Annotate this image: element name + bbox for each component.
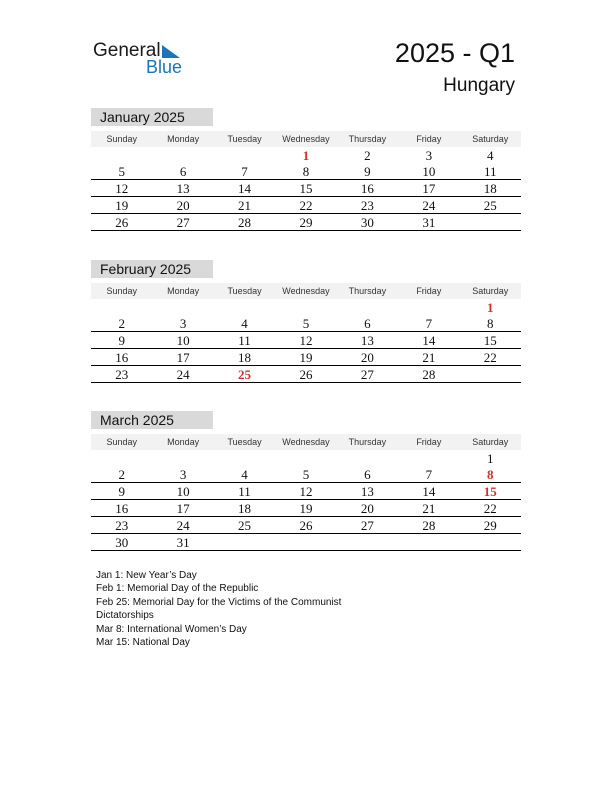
week-row — [91, 349, 521, 366]
day-cell: 11 — [238, 484, 251, 499]
day-cell — [214, 450, 275, 466]
day-cell — [460, 214, 521, 230]
weekday-label: Friday — [416, 437, 442, 447]
day-cell — [91, 299, 152, 315]
weekday-header-row — [91, 434, 521, 450]
day-cell: 31 — [422, 215, 436, 230]
month-february — [91, 260, 521, 383]
day-cell: 26 — [115, 215, 129, 230]
day-cell: 3 — [179, 316, 187, 331]
day-cell: 31 — [176, 535, 190, 550]
day-cell: 12 — [299, 333, 313, 348]
day-cell: 6 — [364, 316, 371, 331]
day-cell — [460, 534, 521, 550]
day-cell: 26 — [299, 518, 313, 533]
day-cell: 6 — [364, 467, 371, 482]
day-cell: 5 — [302, 316, 310, 331]
day-cell: 9 — [364, 164, 371, 179]
day-cell: 19 — [115, 198, 129, 213]
day-cell: 14 — [422, 484, 436, 499]
page-title: 2025 - Q1 — [394, 38, 515, 68]
month-january — [91, 108, 521, 231]
day-cell: 28 — [238, 215, 252, 230]
day-cell — [337, 299, 398, 315]
day-cell: 27 — [176, 215, 190, 230]
day-cell: 29 — [299, 215, 313, 230]
week-row — [91, 197, 521, 214]
day-cell: 1 — [486, 451, 494, 466]
day-cell: 8 — [302, 164, 310, 179]
week-row — [91, 466, 521, 483]
weekday-label: Thursday — [348, 437, 387, 447]
day-cell: 30 — [115, 535, 129, 550]
day-cell — [275, 299, 336, 315]
month-name: January 2025 — [91, 108, 213, 126]
day-cell: 9 — [118, 484, 125, 499]
day-cell: 23 — [115, 367, 129, 382]
month-name: February 2025 — [91, 260, 213, 278]
weekday-label: Tuesday — [227, 437, 262, 447]
country-name: Hungary — [443, 75, 515, 96]
day-cell — [337, 450, 398, 466]
day-cell — [91, 147, 152, 163]
day-cell: 18 — [238, 350, 252, 365]
holiday-note: Feb 25: Memorial Day for the Victims of the Communist Dictatorships — [96, 596, 342, 622]
day-cell: 14 — [238, 181, 252, 196]
day-cell: 8 — [486, 316, 494, 331]
day-cell: 24 — [176, 367, 190, 382]
day-cell: 27 — [360, 518, 374, 533]
day-cell — [91, 450, 152, 466]
day-cell: 4 — [241, 467, 248, 482]
holiday-note: Mar 8: International Women’s Day — [96, 623, 247, 635]
day-cell: 9 — [118, 333, 125, 348]
logo — [93, 40, 193, 80]
holiday-note: Mar 15: National Day — [96, 637, 190, 649]
day-cell — [214, 147, 275, 163]
day-cell: 23 — [360, 198, 374, 213]
weekday-header-row — [91, 131, 521, 147]
day-cell: 12 — [299, 484, 313, 499]
day-cell: 28 — [422, 518, 436, 533]
weekday-label: Saturday — [472, 437, 509, 447]
weekday-label: Wednesday — [282, 134, 330, 144]
week-row — [91, 366, 521, 383]
holiday-day-cell: 15 — [483, 484, 497, 499]
holiday-day-cell: 1 — [302, 148, 310, 163]
day-cell: 25 — [238, 518, 252, 533]
day-cell — [275, 450, 336, 466]
holiday-note: Feb 1: Memorial Day of the Republic — [96, 583, 259, 595]
week-row — [91, 299, 521, 315]
week-row — [91, 163, 521, 180]
day-cell: 15 — [483, 333, 497, 348]
day-cell: 11 — [238, 333, 251, 348]
day-cell: 21 — [422, 501, 436, 516]
day-cell — [398, 450, 459, 466]
day-cell: 24 — [176, 518, 190, 533]
day-cell: 10 — [176, 484, 190, 499]
weekday-header-row — [91, 283, 521, 299]
day-cell: 2 — [118, 316, 125, 331]
day-cell: 22 — [483, 350, 497, 365]
week-row — [91, 500, 521, 517]
day-cell — [152, 299, 213, 315]
day-cell: 21 — [422, 350, 436, 365]
day-cell: 25 — [483, 198, 497, 213]
holiday-notes — [96, 569, 366, 649]
day-cell — [152, 450, 213, 466]
weekday-label: Sunday — [106, 134, 137, 144]
day-cell: 20 — [176, 198, 190, 213]
day-cell: 7 — [425, 316, 433, 331]
day-cell: 27 — [360, 367, 374, 382]
day-cell — [398, 299, 459, 315]
weekday-label: Sunday — [106, 286, 137, 296]
weekday-label: Wednesday — [282, 437, 330, 447]
day-cell: 17 — [176, 350, 190, 365]
week-row — [91, 214, 521, 231]
weekday-label: Saturday — [472, 134, 509, 144]
month-march — [91, 411, 521, 551]
day-cell: 18 — [483, 181, 497, 196]
day-cell: 10 — [176, 333, 190, 348]
logo-blue-text: Blue — [146, 57, 183, 77]
day-cell: 7 — [425, 467, 433, 482]
day-cell: 13 — [176, 181, 190, 196]
week-row — [91, 483, 521, 500]
day-cell: 23 — [115, 518, 129, 533]
day-cell: 18 — [238, 501, 252, 516]
day-cell: 26 — [299, 367, 313, 382]
day-cell — [214, 299, 275, 315]
day-cell: 20 — [360, 501, 374, 516]
weekday-label: Tuesday — [227, 134, 262, 144]
day-cell: 16 — [115, 350, 129, 365]
day-cell — [152, 147, 213, 163]
day-cell: 30 — [360, 215, 374, 230]
holiday-note: Jan 1: New Year’s Day — [96, 570, 197, 581]
day-cell: 22 — [299, 198, 313, 213]
day-cell: 22 — [483, 501, 497, 516]
month-name: March 2025 — [91, 411, 213, 429]
week-row — [91, 315, 521, 332]
day-cell: 19 — [299, 350, 313, 365]
weekday-label: Monday — [167, 286, 200, 296]
week-row — [91, 450, 521, 466]
weekday-label: Tuesday — [227, 286, 262, 296]
holiday-day-cell: 1 — [486, 300, 494, 315]
weekday-label: Friday — [416, 134, 442, 144]
weekday-label: Wednesday — [282, 286, 330, 296]
day-cell: 19 — [299, 501, 313, 516]
week-row — [91, 332, 521, 349]
day-cell: 5 — [302, 467, 310, 482]
day-cell: 3 — [425, 148, 433, 163]
day-cell — [398, 534, 459, 550]
day-cell: 3 — [179, 467, 187, 482]
day-cell — [214, 534, 275, 550]
day-cell: 5 — [118, 164, 125, 179]
day-cell: 11 — [483, 164, 497, 179]
day-cell: 13 — [360, 333, 374, 348]
day-cell — [275, 534, 336, 550]
weekday-label: Monday — [167, 134, 200, 144]
day-cell: 15 — [299, 181, 313, 196]
week-row — [91, 147, 521, 163]
weekday-label: Monday — [167, 437, 200, 447]
week-row — [91, 517, 521, 534]
day-cell — [460, 366, 521, 382]
day-cell: 12 — [115, 181, 129, 196]
day-cell: 10 — [422, 164, 436, 179]
weekday-label: Sunday — [106, 437, 137, 447]
day-cell: 14 — [422, 333, 436, 348]
day-cell: 20 — [360, 350, 374, 365]
holiday-day-cell: 25 — [238, 367, 252, 382]
day-cell: 7 — [241, 164, 248, 179]
day-cell: 16 — [115, 501, 129, 516]
day-cell: 13 — [360, 484, 374, 499]
day-cell: 28 — [422, 367, 436, 382]
weekday-label: Thursday — [348, 134, 387, 144]
weekday-label: Thursday — [348, 286, 387, 296]
day-cell: 24 — [422, 198, 436, 213]
day-cell: 2 — [118, 467, 125, 482]
day-cell: 4 — [241, 316, 248, 331]
day-cell: 6 — [179, 164, 187, 179]
weekday-label: Friday — [416, 286, 442, 296]
day-cell: 2 — [364, 148, 371, 163]
day-cell: 17 — [176, 501, 190, 516]
week-row — [91, 534, 521, 551]
week-row — [91, 180, 521, 197]
holiday-day-cell: 8 — [486, 467, 494, 482]
weekday-label: Saturday — [472, 286, 509, 296]
day-cell: 17 — [422, 181, 436, 196]
day-cell — [337, 534, 398, 550]
day-cell: 4 — [486, 148, 494, 163]
logo-general-text: General — [93, 40, 161, 61]
day-cell: 16 — [360, 181, 374, 196]
day-cell: 29 — [483, 518, 497, 533]
day-cell: 21 — [238, 198, 252, 213]
